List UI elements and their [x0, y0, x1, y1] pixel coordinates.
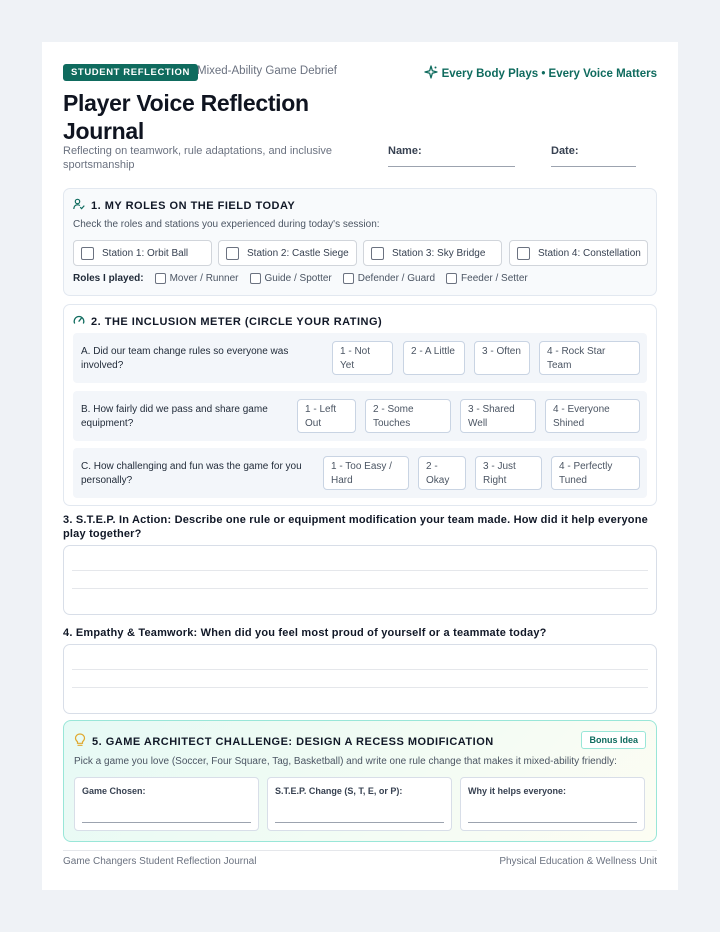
section-architect-heading: 5. GAME ARCHITECT CHALLENGE: DESIGN A RECESS MODIFICATION: [92, 735, 494, 748]
rating-option[interactable]: 2 - Some Touches: [365, 399, 451, 433]
section-roles-instruction: Check the roles and stations you experienced during today's session:: [73, 219, 380, 230]
section-meter-heading: 2. THE INCLUSION METER (CIRCLE YOUR RATING): [91, 315, 383, 328]
roles-label: Roles I played:: [73, 273, 144, 284]
name-line: [388, 166, 515, 167]
section-roles-heading: 1. MY ROLES ON THE FIELD TODAY: [91, 199, 296, 212]
worksheet-page: [42, 42, 678, 890]
footer-right: Physical Education & Wellness Unit: [499, 856, 657, 867]
writing-line: [72, 669, 648, 670]
motto-text: Every Body Plays • Every Voice Matters: [441, 67, 657, 80]
user-check-icon: [73, 198, 85, 213]
step-in-action-question: 3. S.T.E.P. In Action: Describe one rule or equipment modification your team made. How did it help everyone play together?: [63, 514, 648, 540]
game-chosen-field[interactable]: [74, 777, 259, 831]
name-field[interactable]: [388, 145, 422, 157]
writing-line: [72, 588, 648, 589]
checkbox-icon: [250, 273, 261, 284]
footer-left: Game Changers Student Reflection Journal: [63, 856, 257, 867]
station-label: Station 2: Castle Siege: [247, 247, 349, 259]
motto: [424, 65, 657, 82]
rating-option[interactable]: 1 - Left Out: [297, 399, 356, 433]
rating-option[interactable]: 4 - Everyone Shined: [545, 399, 640, 433]
rating-option[interactable]: 3 - Shared Well: [460, 399, 536, 433]
role-label: Feeder / Setter: [461, 273, 528, 284]
writing-line: [468, 822, 637, 823]
role-mover-checkbox[interactable]: [155, 273, 239, 284]
role-label: Defender / Guard: [357, 273, 436, 284]
rating-option[interactable]: 3 - Often: [474, 341, 530, 375]
rating-option[interactable]: 2 - A Little: [403, 341, 465, 375]
name-label: Name:: [388, 145, 422, 157]
footer: [63, 850, 657, 867]
rating-option[interactable]: 2 - Okay: [418, 456, 466, 490]
section-roles-title: [73, 198, 295, 213]
rating-option[interactable]: 1 - Not Yet: [332, 341, 393, 375]
rating-option[interactable]: 1 - Too Easy / Hard: [323, 456, 409, 490]
section-game-architect: [63, 720, 657, 842]
role-label: Guide / Spotter: [264, 273, 332, 284]
writing-line: [275, 822, 444, 823]
section-roles: [63, 188, 657, 296]
question-text: A. Did our team change rules so everyone was involved?: [81, 346, 289, 371]
section-architect-title: [74, 733, 494, 750]
rating-option[interactable]: 3 - Just Right: [475, 456, 542, 490]
question-text: B. How fairly did we pass and share game equipment?: [81, 404, 268, 429]
checkbox-icon: [343, 273, 354, 284]
station-label: Station 3: Sky Bridge: [392, 247, 486, 259]
role-defender-checkbox[interactable]: [343, 273, 435, 284]
empathy-question: 4. Empathy & Teamwork: When did you feel most proud of yourself or a teammate today?: [63, 627, 547, 639]
page-title: Player Voice Reflection Journal: [63, 90, 309, 144]
lightbulb-icon: [74, 733, 86, 750]
date-label: Date:: [551, 145, 579, 157]
checkbox-icon: [81, 247, 94, 260]
checkbox-icon: [517, 247, 530, 260]
station-label: Station 4: Constellation: [538, 247, 641, 259]
rating-option[interactable]: 4 - Rock Star Team: [539, 341, 640, 375]
date-line: [551, 166, 636, 167]
role-guide-checkbox[interactable]: [250, 273, 332, 284]
writing-line: [72, 687, 648, 688]
roles-row: [73, 273, 539, 284]
station-label: Station 1: Orbit Ball: [102, 247, 189, 259]
section-architect-instruction: Pick a game you love (Soccer, Four Square, Tag, Basketball) and write one rule change that makes it mixed-ability friendly:: [74, 756, 617, 767]
writing-line: [72, 570, 648, 571]
header: [63, 63, 657, 183]
bonus-idea-badge: Bonus Idea: [581, 731, 646, 749]
section-inclusion-meter: [63, 304, 657, 506]
section-meter-title: [73, 314, 382, 329]
station-3-checkbox[interactable]: [363, 240, 502, 266]
role-label: Mover / Runner: [169, 273, 239, 284]
gauge-icon: [73, 314, 85, 329]
checkbox-icon: [371, 247, 384, 260]
station-4-checkbox[interactable]: [509, 240, 648, 266]
question-text: C. How challenging and fun was the game for you personally?: [81, 461, 302, 486]
step-change-field[interactable]: [267, 777, 452, 831]
checkbox-icon: [446, 273, 457, 284]
header-subtitle: Mixed-Ability Game Debrief: [197, 65, 337, 77]
station-1-checkbox[interactable]: [73, 240, 212, 266]
page-description: Reflecting on teamwork, rule adaptations, and inclusive sportsmanship: [63, 145, 333, 171]
field-label: Game Chosen:: [82, 786, 146, 796]
field-label: Why it helps everyone:: [468, 786, 567, 796]
sparkle-icon: [424, 65, 438, 82]
field-label: S.T.E.P. Change (S, T, E, or P):: [275, 786, 403, 796]
station-2-checkbox[interactable]: [218, 240, 357, 266]
empathy-answer-box[interactable]: [63, 644, 657, 714]
role-feeder-checkbox[interactable]: [446, 273, 528, 284]
writing-line: [82, 822, 251, 823]
rating-option[interactable]: 4 - Perfectly Tuned: [551, 456, 640, 490]
rating-question-a: [73, 333, 647, 383]
date-field[interactable]: [551, 145, 579, 157]
why-it-helps-field[interactable]: [460, 777, 645, 831]
step-in-action-answer-box[interactable]: [63, 545, 657, 615]
reflection-badge: STUDENT REFLECTION: [63, 64, 198, 81]
checkbox-icon: [226, 247, 239, 260]
checkbox-icon: [155, 273, 166, 284]
rating-question-b: [73, 391, 647, 441]
rating-question-c: [73, 448, 647, 498]
